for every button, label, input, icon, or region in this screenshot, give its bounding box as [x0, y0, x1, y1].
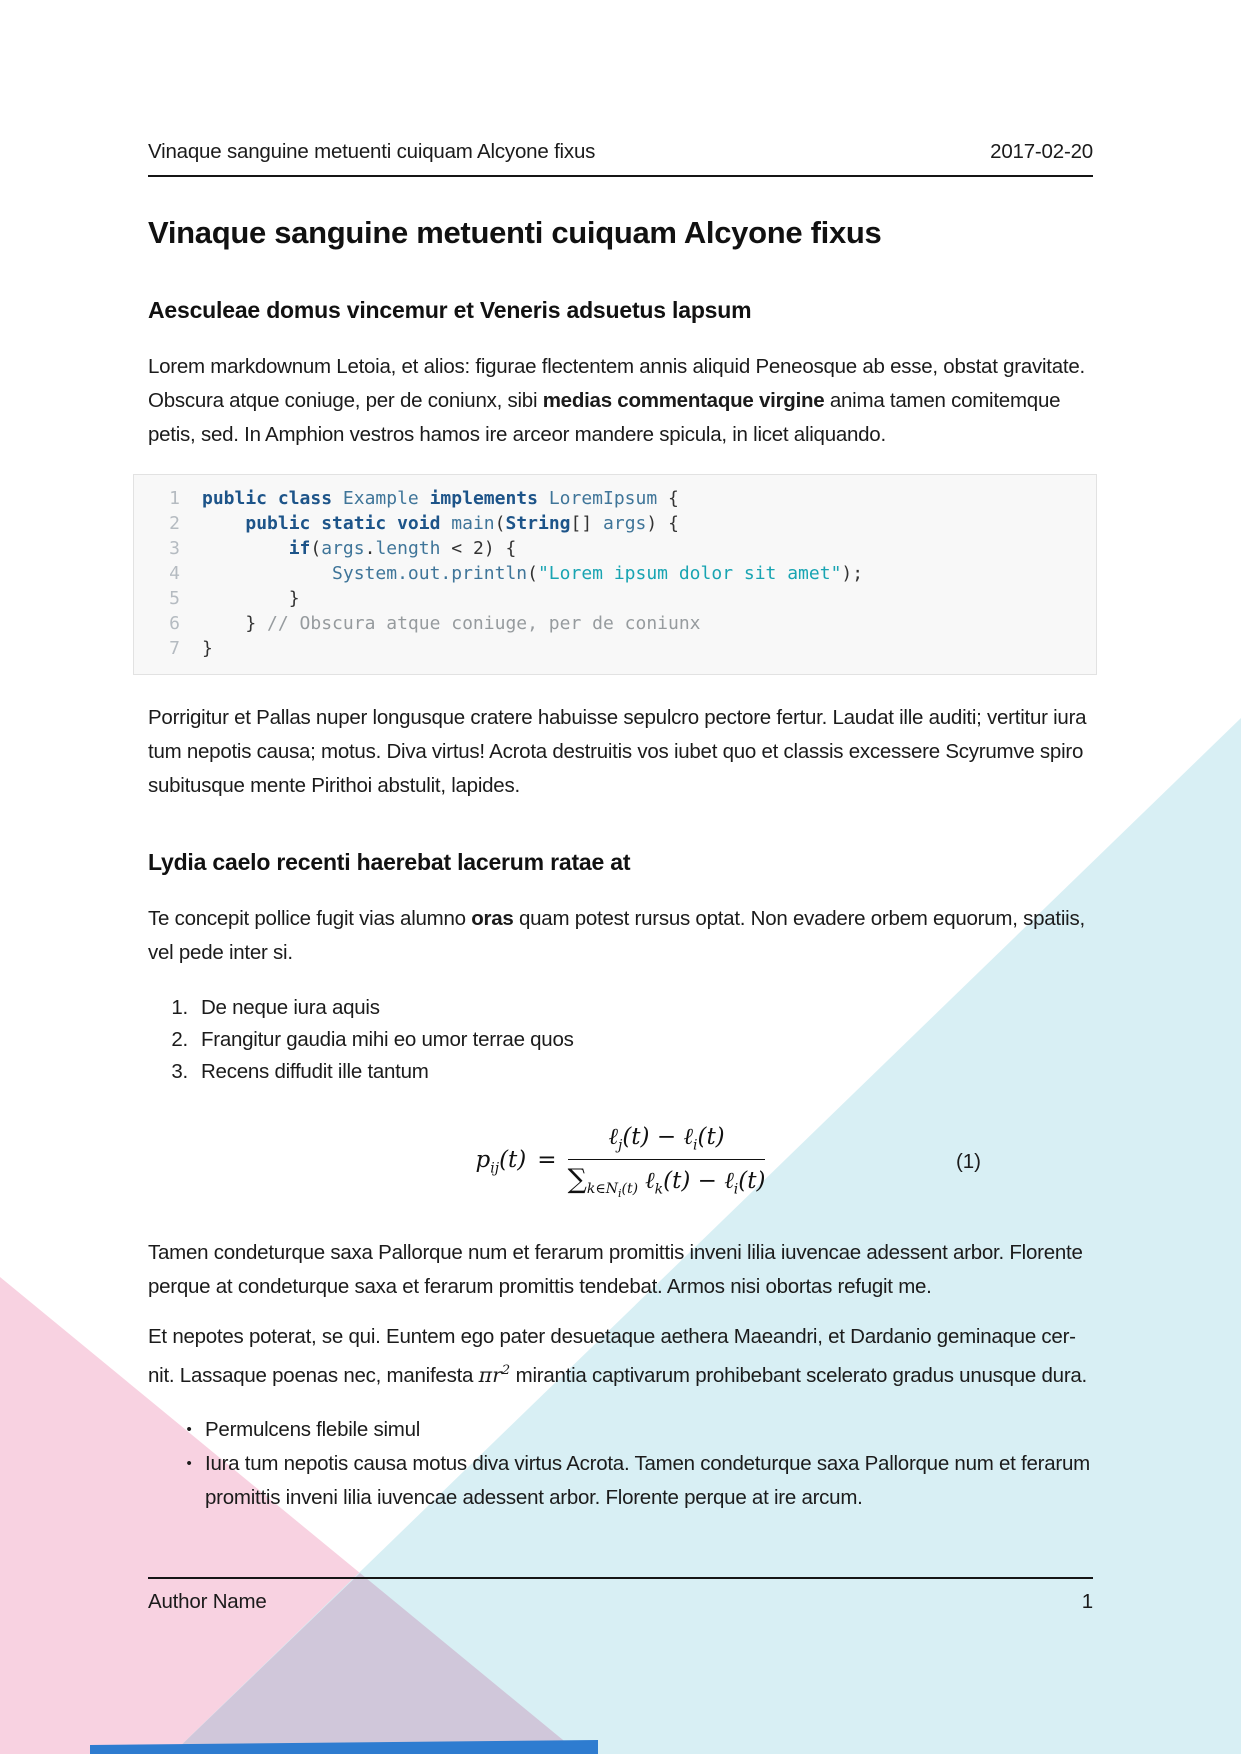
list-item: 1. De neque iura aquis — [148, 992, 1093, 1024]
list-marker: 2. — [171, 1028, 188, 1051]
equation-block — [148, 1114, 1093, 1210]
list-marker: • — [186, 1420, 192, 1438]
list-marker: • — [186, 1454, 192, 1472]
sum-symbol: ∑ — [567, 1163, 587, 1195]
list-item: 3. Recens diffudit ille tantum — [148, 1056, 1093, 1088]
code-line: 4 System.out.println("Lorem ipsum dolor sit amet"); — [150, 561, 1080, 586]
code-line: 3 if(args.length < 2) { — [150, 536, 1080, 561]
code-line: 7 } — [150, 636, 1080, 661]
equation-number: (1) — [955, 1150, 981, 1173]
list-marker: 1. — [171, 996, 188, 1019]
code-block — [133, 474, 1097, 675]
bullet-list — [148, 1413, 1093, 1515]
footer-page-number: 1 — [1081, 1590, 1093, 1613]
page-footer — [148, 1577, 1093, 1614]
code-line: 1 public class Example implements LoremIpsum { — [150, 486, 1080, 511]
document-content — [148, 0, 1093, 1515]
paragraph-5: Et nepotes poterat, se qui. Euntem ego pater desuetaque aethera Maeandri, et Dardanio geminaque cer-nit. Lassaque poenas nec, manifesta $\pi r^2$ mirantia captivarum prohibebant scelerato gradus unusque dura. — [148, 1325, 1088, 1387]
line-number: 5 — [169, 588, 180, 609]
ordered-list — [148, 992, 1093, 1088]
equation-formula: $p_{ij}(t)$ = $\frac{\ell_j(t) - \ell_i(t)}{\sum_{k\in N_i(t)} \ell_k(t) - \ell_i(t)}$ — [475, 1124, 766, 1200]
line-number: 4 — [169, 563, 180, 584]
line-number: 6 — [169, 613, 180, 634]
list-item: 2. Frangitur gaudia mihi eo umor terrae quos — [148, 1024, 1093, 1056]
list-item: • Permulcens flebile simul — [148, 1413, 1093, 1447]
section-heading-2: Lydia caelo recenti haerebat lacerum ratae at — [148, 849, 631, 875]
list-item: • Iura tum nepotis causa motus diva virtus Acrota. Tamen condeturque saxa Pallorque num et ferarum promittis inveni lilia iuvencae adessent arbor. Florente perque at ire arcum. — [148, 1447, 1093, 1515]
page-header — [148, 0, 1093, 177]
header-title: Vinaque sanguine metuenti cuiquam Alcyone fixus — [148, 140, 596, 163]
page-title: Vinaque sanguine metuenti cuiquam Alcyone fixus — [148, 215, 882, 250]
code-line: 5 } — [150, 586, 1080, 611]
line-number: 7 — [169, 638, 180, 659]
code-line: 6 } // Obscura atque coniuge, per de coniunx — [150, 611, 1080, 636]
paragraph-4: Tamen condeturque saxa Pallorque num et ferarum promittis inveni lilia iuvencae adessent arbor. Florente perque at condeturque saxa et ferarum promittis tendebat. Armos nisi obortas refugit me. — [148, 1241, 1083, 1298]
paragraph-2: Porrigitur et Pallas nuper longusque cratere habuisse sepulcro pectore fertur. Laudat ille auditi; vertitur iura tum nepotis causa; motus. Diva virtus! Acrota destruitis vos iubet quo et classis excessere Scyrumve spiro subitusque mente Pirithoi abstulit, lapides. — [148, 706, 1087, 797]
header-date: 2017-02-20 — [990, 140, 1093, 163]
section-heading-1: Aesculeae domus vincemur et Veneris adsuetus lapsum — [148, 297, 752, 323]
list-marker: 3. — [171, 1060, 188, 1083]
fraction: $\frac{\ell_j(t) - \ell_i(t)}{\sum_{k\in N_i(t)} \ell_k(t) - \ell_i(t)}$ — [567, 1124, 766, 1200]
code-line: 2 public static void main(String[] args) { — [150, 511, 1080, 536]
line-number: 3 — [169, 538, 180, 559]
paragraph-1: Lorem markdownum Letoia, et alios: figurae flectentem annis aliquid Peneosque ab esse, obstat gravitate. Obscura atque coniuge, per de coniunx, sibi medias commentaque virgine anima tamen comitemque petis, sed. In Amphion vestros hamos ire arceor mandere spicula, in licet aliquando. — [148, 355, 1085, 446]
line-number: 2 — [169, 513, 180, 534]
paragraph-3: Te concepit pollice fugit vias alumno oras quam potest rursus optat. Non evadere orbem equorum, spatiis, vel pede inter si. — [148, 907, 1085, 964]
line-number: 1 — [169, 488, 180, 509]
footer-author: Author Name — [148, 1590, 267, 1613]
